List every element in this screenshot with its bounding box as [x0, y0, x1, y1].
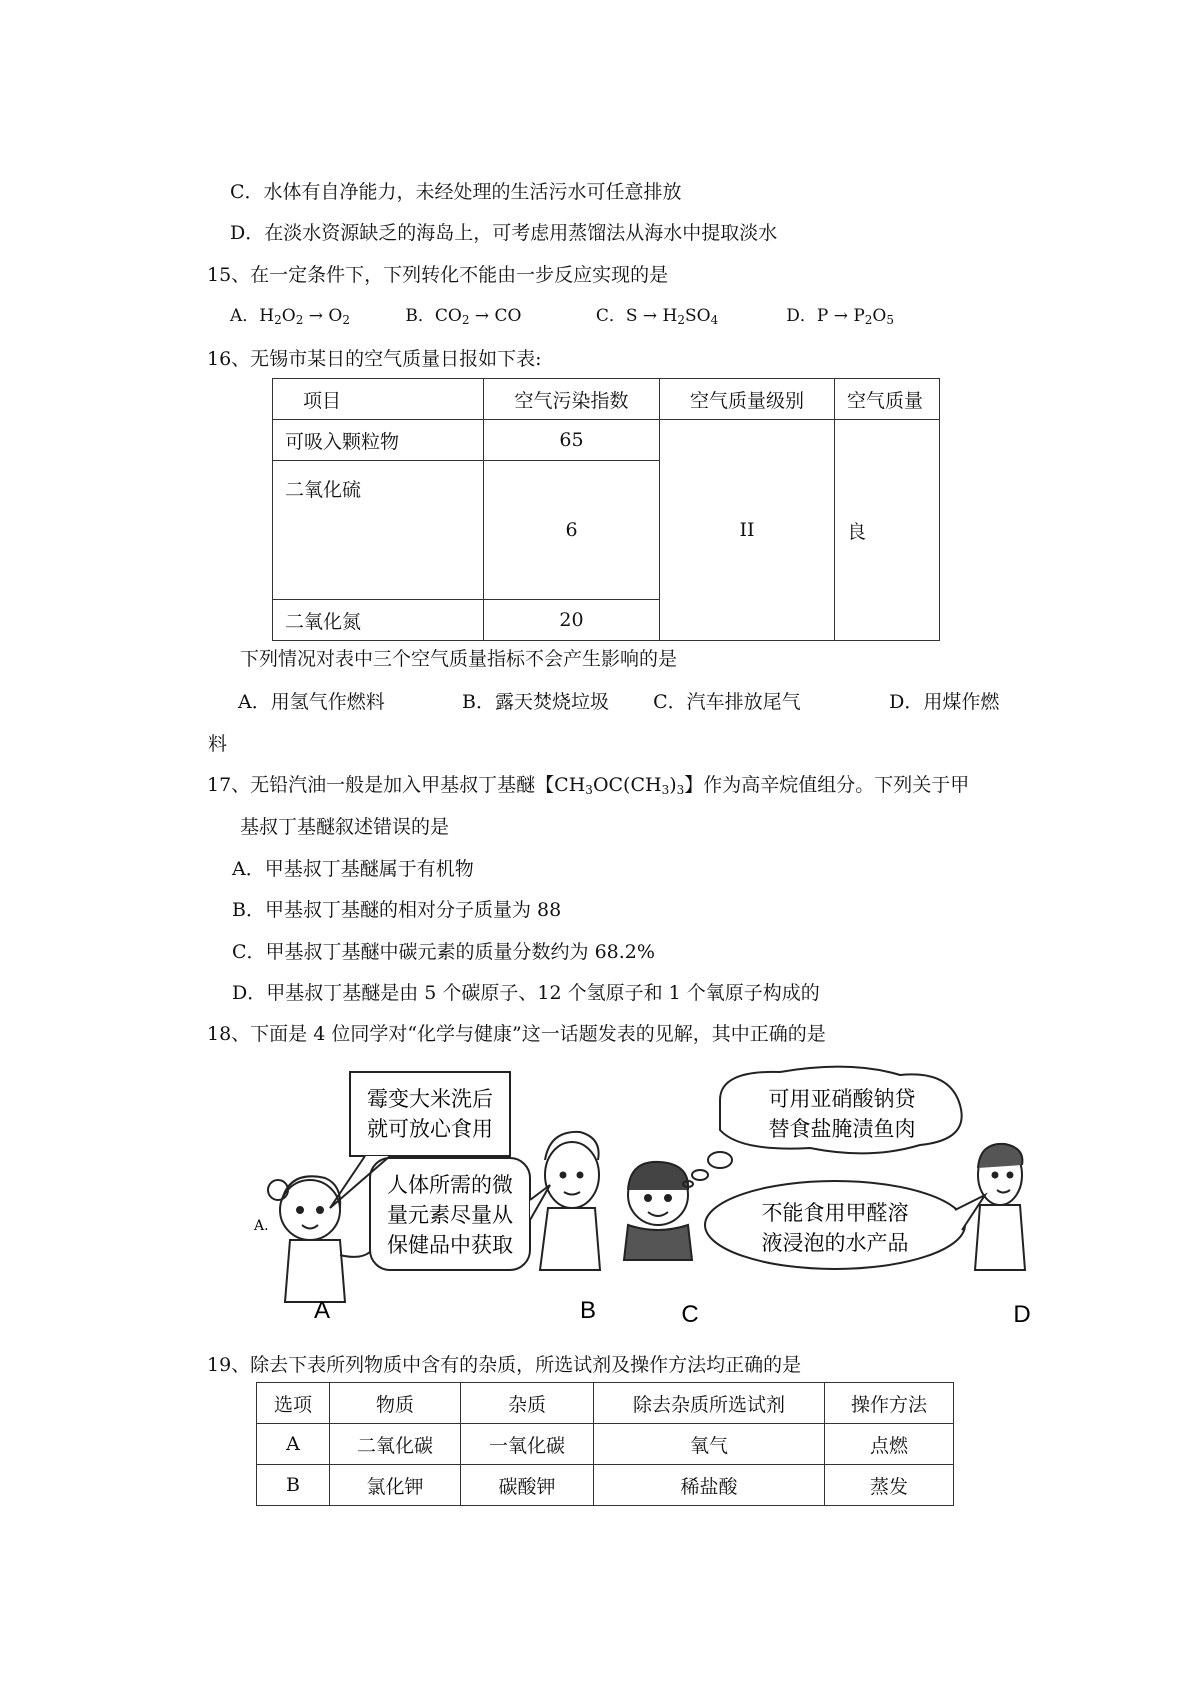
table-cell: 蒸发: [825, 1465, 954, 1506]
q14-option-c: C．水体有自净能力，未经处理的生活污水可任意排放: [230, 181, 682, 203]
q15-options: [230, 308, 894, 326]
table-cell: 氯化钾: [330, 1465, 461, 1506]
table-cell: 一氧化碳: [461, 1424, 594, 1465]
q16-option-d: D．用煤作燃: [889, 691, 1000, 713]
student-a-figure: [268, 1176, 370, 1302]
small-label-a: A.: [254, 1218, 269, 1234]
table-header: 选项: [257, 1383, 330, 1424]
thought-dot: [692, 1170, 708, 1180]
table-cell: 20: [484, 600, 660, 641]
q19-stem: 19、除去下表所列物质中含有的杂质，所选试剂及操作方法均正确的是: [207, 1354, 802, 1376]
q16-option-c: C．汽车排放尾气: [653, 691, 801, 713]
student-c-figure: [624, 1162, 692, 1260]
q17-option-b: B．甲基叔丁基醚的相对分子质量为 88: [232, 899, 562, 921]
table-header: 物质: [330, 1383, 461, 1424]
table-row: [273, 420, 940, 461]
bubble-d: [705, 1181, 965, 1269]
table-cell: 65: [484, 420, 660, 461]
table-cell: A: [257, 1424, 330, 1465]
q16-options: [238, 693, 999, 712]
q18-cartoon: [250, 1060, 1130, 1330]
bubble-d-line2: 液浸泡的水产品: [761, 1231, 909, 1255]
table-cell: 二氧化碳: [330, 1424, 461, 1465]
q15-option-d: D．$P \to P_2O_5$: [786, 306, 894, 327]
table-header-row: [273, 379, 940, 420]
table-header: 除去杂质所选试剂: [594, 1383, 825, 1424]
student-d-figure: [975, 1144, 1025, 1270]
table-cell: 点燃: [825, 1424, 954, 1465]
q15-option-a: A．$H_2O_2 \to O_2$: [230, 306, 350, 327]
label-b: B: [579, 1297, 597, 1324]
table-header: 杂质: [461, 1383, 594, 1424]
q14-option-d: D．在淡水资源缺乏的海岛上，可考虑用蒸馏法从海水中提取淡水: [230, 222, 778, 244]
label-d: D: [1013, 1301, 1031, 1328]
table-cell: 氧气: [594, 1424, 825, 1465]
table-cell: B: [257, 1465, 330, 1506]
q17-option-c: C．甲基叔丁基醚中碳元素的质量分数约为 68.2%: [232, 941, 655, 963]
q16-option-b: B．露天焚烧垃圾: [462, 691, 610, 713]
bubble-b-line3: 保健品中获取: [387, 1233, 513, 1257]
table-cell: 6: [484, 461, 660, 600]
bubble-c-line2: 替食盐腌渍鱼肉: [768, 1117, 916, 1141]
bubble-a-line1: 霉变大米洗后: [367, 1087, 493, 1111]
table-header: 项目: [273, 379, 484, 420]
q16-air-quality-table: [272, 378, 940, 641]
q17-option-d: D．甲基叔丁基醚是由 5 个碳原子、12 个氢原子和 1 个氧原子构成的: [232, 982, 820, 1004]
table-row: [257, 1465, 954, 1506]
table-row: [257, 1424, 954, 1465]
table-header-row: [257, 1383, 954, 1424]
bubble-d-line1: 不能食用甲醛溶: [761, 1201, 909, 1225]
q15-option-c: C．$S \to H_2SO_4$: [595, 306, 719, 327]
q15-stem: 15、在一定条件下，下列转化不能由一步反应实现的是: [207, 264, 669, 286]
table-header: 操作方法: [825, 1383, 954, 1424]
q15-option-b: B．$CO_2$ → CO: [405, 306, 522, 327]
q18-stem: 18、下面是 4 位同学对“化学与健康”这一话题发表的见解，其中正确的是: [207, 1023, 826, 1045]
table-cell: 二氧化氮: [273, 600, 484, 641]
thought-dot: [708, 1152, 732, 1168]
bubble-a: [350, 1072, 510, 1156]
air-quality-status: 良: [835, 420, 940, 641]
q17-stem-continued: 基叔丁基醚叙述错误的是: [240, 816, 450, 838]
q16-question: 下列情况对表中三个空气质量指标不会产生影响的是: [240, 648, 678, 670]
air-quality-level: II: [660, 420, 835, 641]
q17-stem: 17、无铅汽油一般是加入甲基叔丁基醚【$CH_3OC(CH_3)_3$】作为高辛烷值组分。下列关于甲: [207, 774, 970, 797]
table-cell: 碳酸钾: [461, 1465, 594, 1506]
q19-purification-table: [256, 1382, 954, 1506]
table-cell: 可吸入颗粒物: [273, 420, 484, 461]
bubble-b-line2: 量元素尽量从: [387, 1203, 513, 1227]
table-cell: 二氧化硫: [273, 461, 484, 600]
student-b-figure: [540, 1132, 600, 1270]
bubble-b-line1: 人体所需的微: [387, 1173, 513, 1197]
label-c: C: [681, 1301, 699, 1328]
q17-option-a: A．甲基叔丁基醚属于有机物: [232, 858, 474, 880]
table-header: 空气污染指数: [484, 379, 660, 420]
bubble-d-tail: [955, 1195, 985, 1230]
bubble-c-line1: 可用亚硝酸钠贷: [768, 1087, 916, 1111]
q16-option-d-wrap: 料: [208, 733, 228, 755]
q16-stem: 16、无锡市某日的空气质量日报如下表:: [207, 348, 542, 370]
table-header: 空气质量级别: [660, 379, 835, 420]
bubble-a-line2: 就可放心食用: [367, 1117, 493, 1141]
q16-option-a: A．用氢气作燃料: [238, 691, 385, 713]
label-a: A: [313, 1297, 331, 1324]
table-header: 空气质量: [835, 379, 940, 420]
table-cell: 稀盐酸: [594, 1465, 825, 1506]
